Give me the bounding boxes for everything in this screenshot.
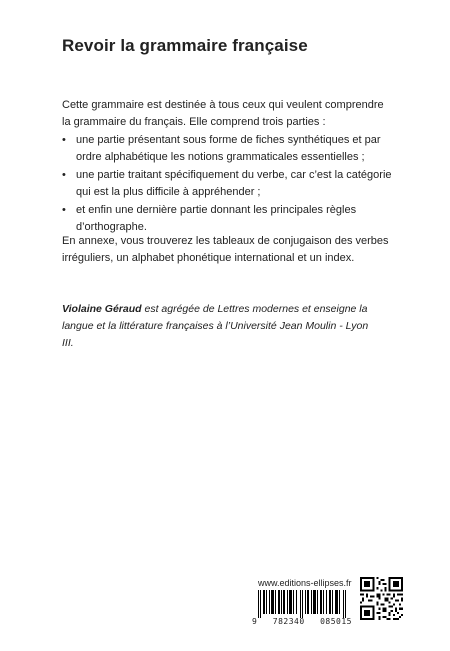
barcode-digits: [252, 617, 352, 626]
list-item: • et enfin une dernière partie donnant les principales règles d’orthographe.: [62, 202, 392, 236]
barcode-digit-group-1: 782340: [272, 617, 305, 626]
list-item: • une partie traitant spécifiquement du verbe, car c’est la catégorie qui est la plus difficile à appréhender ;: [62, 167, 392, 201]
qr-code-icon: [360, 577, 403, 620]
publisher-website: www.editions-ellipses.fr: [258, 578, 352, 588]
parts-list: [62, 132, 392, 237]
author-name: Violaine Géraud: [62, 303, 142, 315]
barcode-digit-group-2: 085015: [320, 617, 352, 626]
intro-paragraph: Cette grammaire est destinée à tous ceux qui veulent comprendre la grammaire du français. Elle comprend trois parties :: [62, 99, 384, 128]
isbn-barcode: [252, 590, 352, 626]
barcode-icon: [252, 590, 352, 618]
author-description: est agrégée de Lettres modernes et enseigne la langue et la littérature françaises à l’Université Jean Moulin - Lyon III.: [62, 303, 369, 349]
annex-paragraph: En annexe, vous trouverez les tableaux de conjugaison des verbes irréguliers, un alphabet phonétique international et un index.: [62, 235, 389, 264]
barcode-digit-prefix: 9: [252, 617, 258, 626]
book-title: Revoir la grammaire française: [62, 36, 308, 55]
list-item: • une partie présentant sous forme de fiches synthétiques et par ordre alphabétique les notions grammaticales essentielles ;: [62, 132, 392, 166]
author-bio: [62, 301, 382, 352]
